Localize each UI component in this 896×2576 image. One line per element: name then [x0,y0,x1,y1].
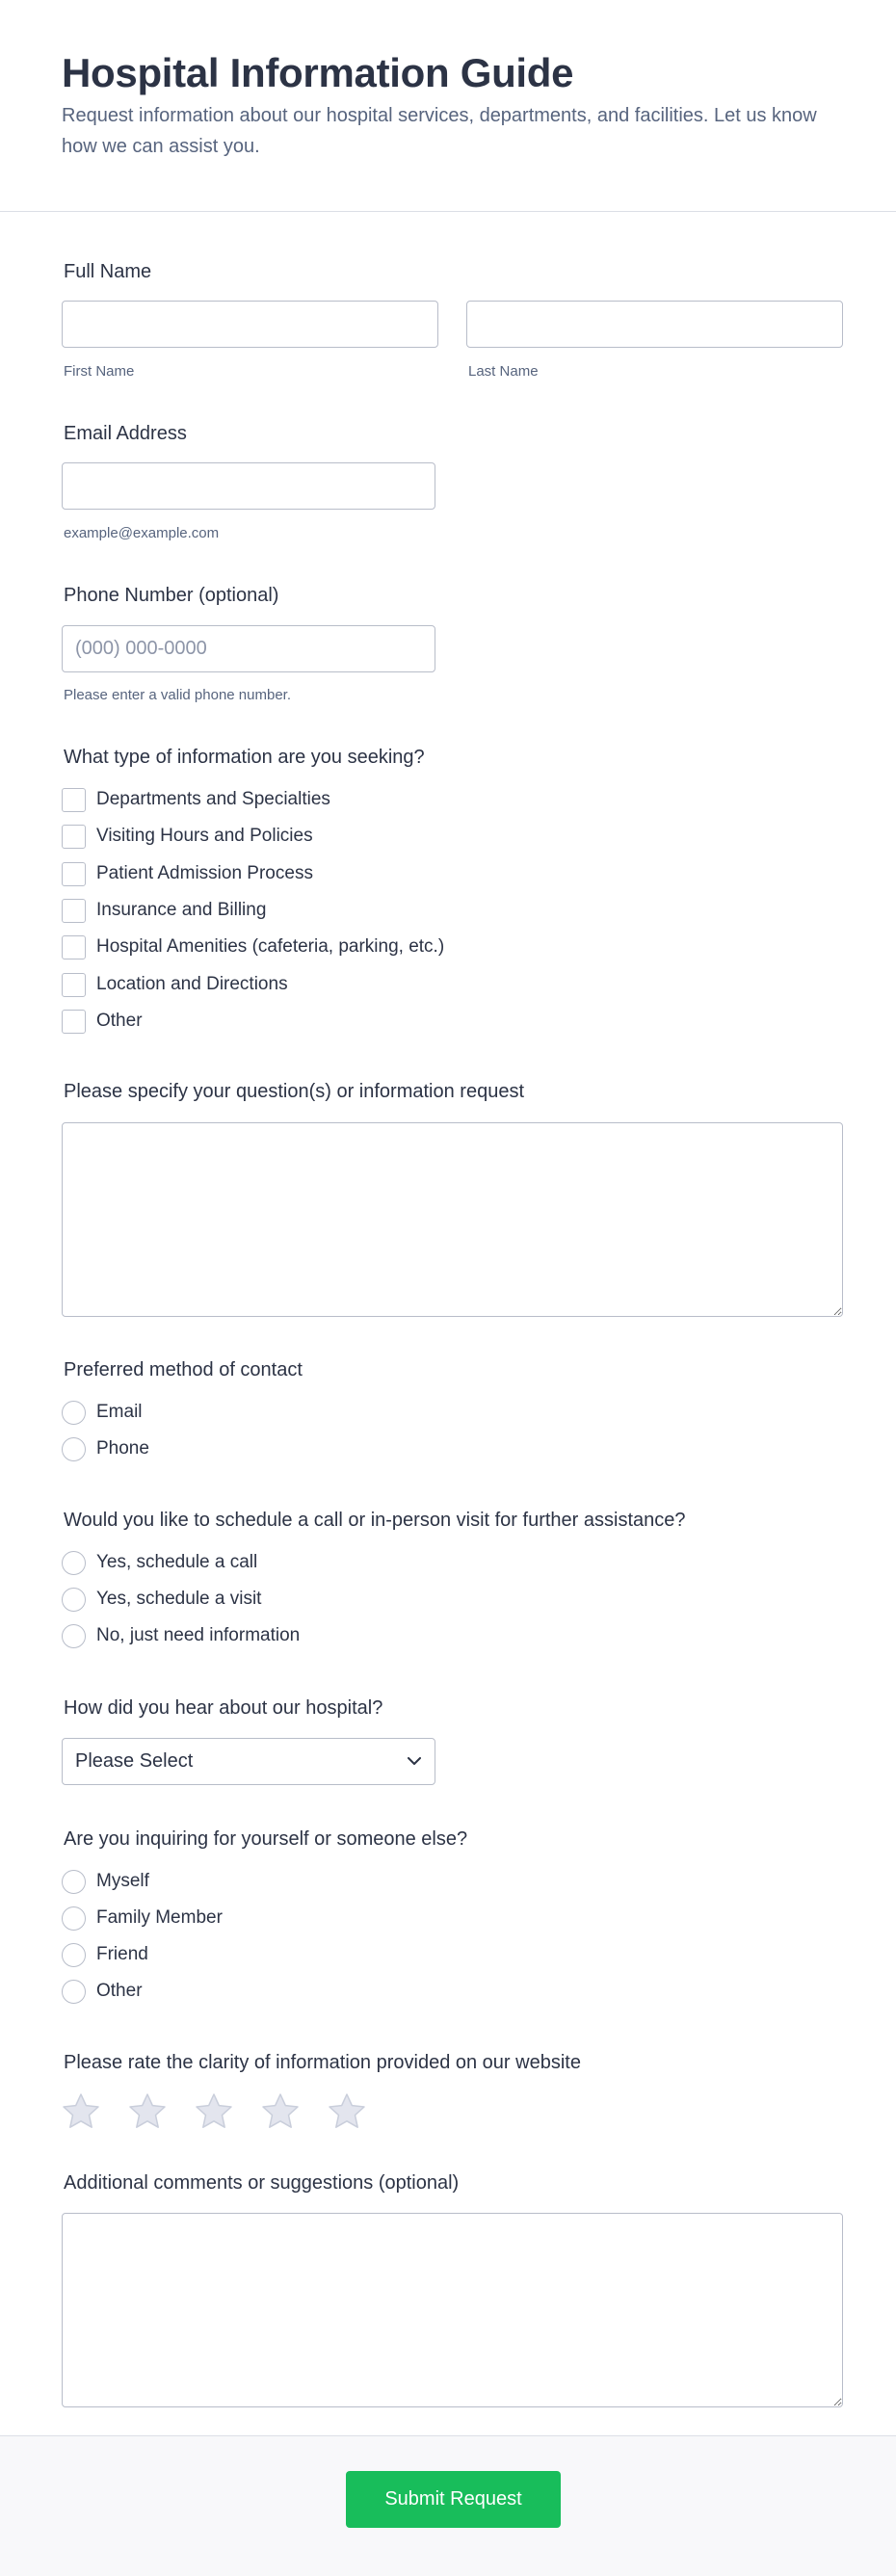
checkbox-option[interactable] [62,824,313,849]
radio-option-label: Yes, schedule a visit [96,1589,262,1609]
star-icon[interactable] [195,2092,233,2131]
radio-button[interactable] [62,1624,86,1648]
first-name-input[interactable] [62,301,438,348]
radio-option[interactable] [62,1623,300,1648]
radio-button[interactable] [62,1588,86,1612]
radio-option[interactable] [62,1400,143,1425]
radio-button[interactable] [62,1906,86,1931]
checkbox-option[interactable] [62,787,330,812]
checkbox[interactable] [62,935,86,959]
chevron-down-icon [407,1754,422,1770]
inquiring-for-label: Are you inquiring for yourself or someone else? [64,1828,468,1850]
checkbox-option-label: Visiting Hours and Policies [96,826,313,846]
form-header [0,0,896,212]
page-title: Hospital Information Guide [62,50,574,95]
phone-input[interactable] [62,625,435,672]
radio-button[interactable] [62,1870,86,1894]
checkbox[interactable] [62,825,86,849]
phone-label: Phone Number (optional) [64,585,279,606]
checkbox[interactable] [62,788,86,812]
radio-option[interactable] [62,1587,261,1612]
checkbox-option-label: Insurance and Billing [96,900,267,920]
checkbox[interactable] [62,899,86,923]
page-subtitle: Request information about our hospital services, departments, and facilities. Let us know how we can assist you. [62,105,817,157]
phone-sublabel: Please enter a valid phone number. [64,687,291,703]
first-name-sublabel: First Name [64,363,135,380]
star-icon[interactable] [128,2092,167,2131]
referral-label: How did you hear about our hospital? [64,1697,383,1719]
radio-option-label: Other [96,1981,143,2001]
radio-option[interactable] [62,1550,257,1575]
radio-option[interactable] [62,1906,223,1931]
radio-button[interactable] [62,1980,86,2004]
submit-button[interactable]: Submit Request [346,2471,561,2528]
checkbox-option[interactable] [62,861,313,886]
question-textarea[interactable] [62,1122,843,1317]
checkbox[interactable] [62,862,86,886]
checkbox-option[interactable] [62,972,288,997]
radio-option-label: Phone [96,1438,149,1459]
radio-option-label: Email [96,1402,143,1422]
radio-option[interactable] [62,1979,143,2004]
radio-button[interactable] [62,1437,86,1461]
full-name-label: Full Name [64,261,152,282]
email-sublabel: example@example.com [64,525,220,541]
rating-label: Please rate the clarity of information provided on our website [64,2052,581,2073]
checkbox-option-label: Patient Admission Process [96,863,313,883]
radio-option[interactable] [62,1869,149,1894]
question-label: Please specify your question(s) or information request [64,1081,525,1102]
checkbox-option-label: Departments and Specialties [96,789,330,809]
checkbox[interactable] [62,973,86,997]
radio-option-label: Family Member [96,1907,223,1928]
radio-option-label: Myself [96,1871,149,1891]
comments-label: Additional comments or suggestions (optional) [64,2172,460,2194]
radio-option-label: No, just need information [96,1625,301,1645]
email-input[interactable] [62,462,435,510]
radio-option-label: Yes, schedule a call [96,1552,258,1572]
last-name-input[interactable] [466,301,843,348]
radio-option[interactable] [62,1436,149,1461]
contact-method-label: Preferred method of contact [64,1359,303,1380]
star-icon[interactable] [328,2092,366,2131]
info-type-label: What type of information are you seeking? [64,747,425,768]
radio-button[interactable] [62,1401,86,1425]
checkbox-option-label: Hospital Amenities (cafeteria, parking, etc.) [96,936,445,957]
comments-textarea[interactable] [62,2213,843,2407]
radio-option-label: Friend [96,1944,148,1964]
email-label: Email Address [64,423,187,444]
checkbox-option[interactable] [62,1009,143,1034]
schedule-label: Would you like to schedule a call or in-person visit for further assistance? [64,1510,686,1531]
referral-select[interactable] [62,1738,435,1785]
last-name-sublabel: Last Name [468,363,539,380]
referral-select-value: Please Select [75,1750,194,1772]
star-icon[interactable] [62,2092,100,2131]
radio-button[interactable] [62,1943,86,1967]
checkbox-option[interactable] [62,898,266,923]
checkbox-option-label: Other [96,1011,143,1031]
checkbox[interactable] [62,1010,86,1034]
checkbox-option[interactable] [62,934,444,959]
star-icon[interactable] [261,2092,300,2131]
checkbox-option-label: Location and Directions [96,974,288,994]
radio-option[interactable] [62,1942,148,1967]
radio-button[interactable] [62,1551,86,1575]
